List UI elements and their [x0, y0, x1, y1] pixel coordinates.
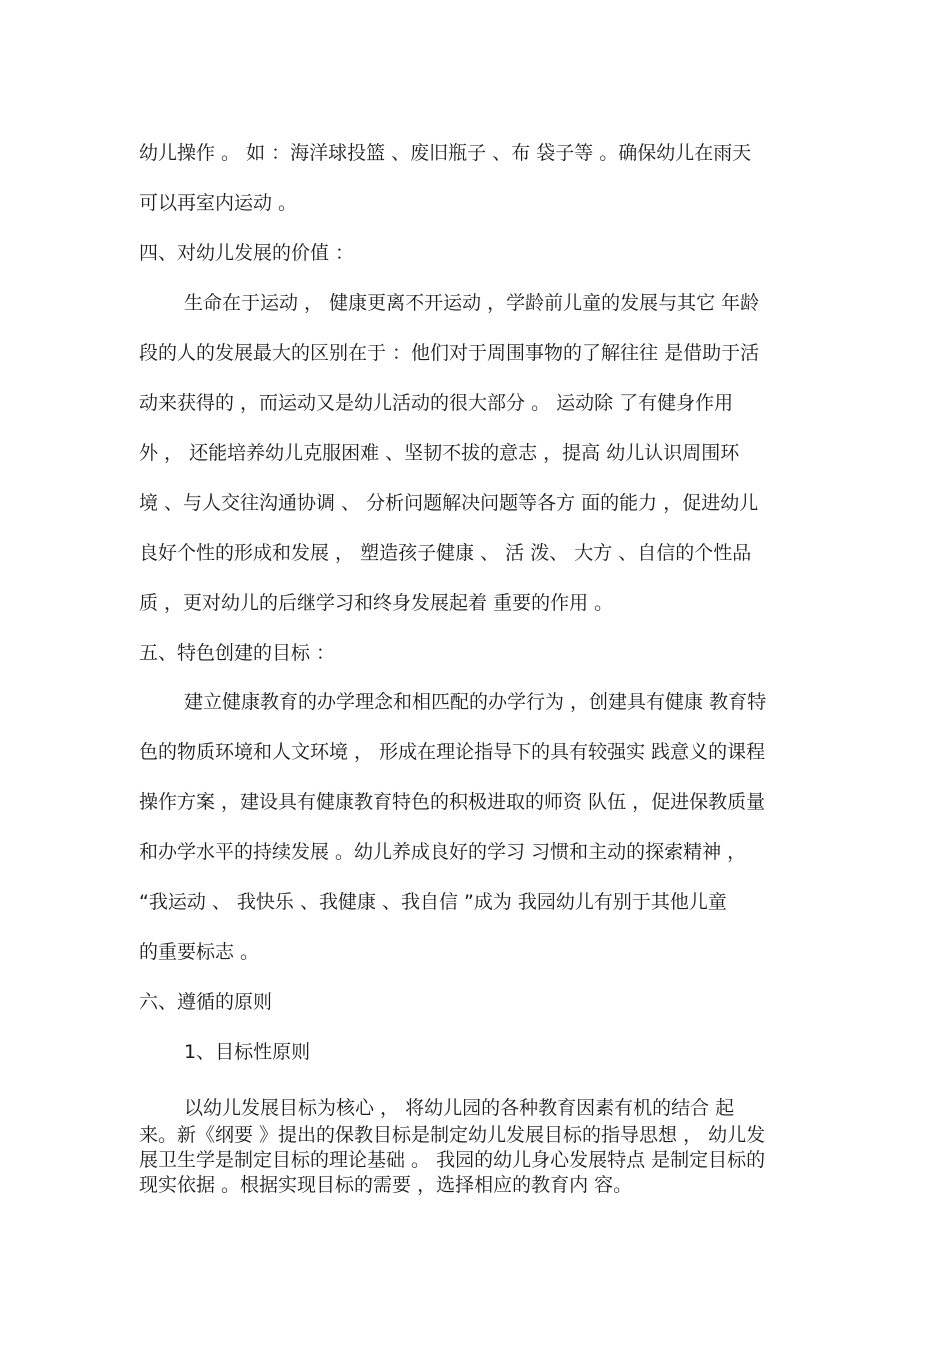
text-line: “我运动 、 我快乐 、我健康 、我自信 ”成为 我园幼儿有别于其他儿童 [139, 891, 727, 913]
section-heading: 六、遵循的原则 [139, 991, 273, 1013]
text-line: 动来获得的 ，而运动又是幼儿活动的很大部分 。 运动除 了有健身作用 [139, 392, 734, 414]
subsection-heading: 1、目标性原则 [184, 1041, 311, 1063]
text-line: 生命在于运动 ， 健康更离不开运动 ，学龄前儿童的发展与其它 年龄 [184, 292, 760, 314]
text-line: 来。新《纲要 》提出的保教目标是制定幼儿发展目标的指导思想 ， 幼儿发 [139, 1124, 766, 1146]
text-line: 的重要标志 。 [139, 941, 260, 963]
text-line: 可以再室内运动 。 [139, 192, 298, 214]
text-line: 现实依据 。根据实现目标的需要 ，选择相应的教育内 容。 [139, 1174, 633, 1196]
text-line: 建立健康教育的办学理念和相匹配的办学行为 ，创建具有健康 教育特 [184, 691, 767, 713]
text-line: 段的人的发展最大的区别在于 ：他们对于周围事物的了解往往 是借助于活 [139, 342, 760, 364]
text-line: 以幼儿发展目标为核心 ， 将幼儿园的各种教育因素有机的结合 起 [184, 1097, 735, 1119]
text-line: 色的物质环境和人文环境 ， 形成在理论指导下的具有较强实 践意义的课程 [139, 741, 766, 763]
text-line: 良好个性的形成和发展 ， 塑造孩子健康 、 活 泼、 大方 、自信的个性品 [139, 542, 752, 564]
text-line: 境 、与人交往沟通协调 、 分析问题解决问题等各方 面的能力 ，促进幼儿 [139, 492, 759, 514]
text-line: 幼儿操作 。 如 ：海洋球投篮 、废旧瓶子 、布 袋子等 。确保幼儿在雨天 [139, 142, 752, 164]
text-line: 外 ， 还能培养幼儿克服困难 、坚韧不拔的意志 ，提高 幼儿认识周围环 [139, 442, 740, 464]
section-heading: 五、特色创建的目标 ： [139, 642, 336, 664]
text-line: 展卫生学是制定目标的理论基础 。 我园的幼儿身心发展特点 是制定目标的 [139, 1149, 766, 1171]
text-line: 和办学水平的持续发展 。幼儿养成良好的学习 习惯和主动的探索精神 ， [139, 841, 747, 863]
section-heading: 四、对幼儿发展的价值 ： [139, 242, 355, 264]
text-line: 操作方案 ，建设具有健康教育特色的积极进取的师资 队伍 ，促进保教质量 [139, 791, 766, 813]
text-line: 质 ，更对幼儿的后继学习和终身发展起着 重要的作用 。 [139, 592, 614, 614]
